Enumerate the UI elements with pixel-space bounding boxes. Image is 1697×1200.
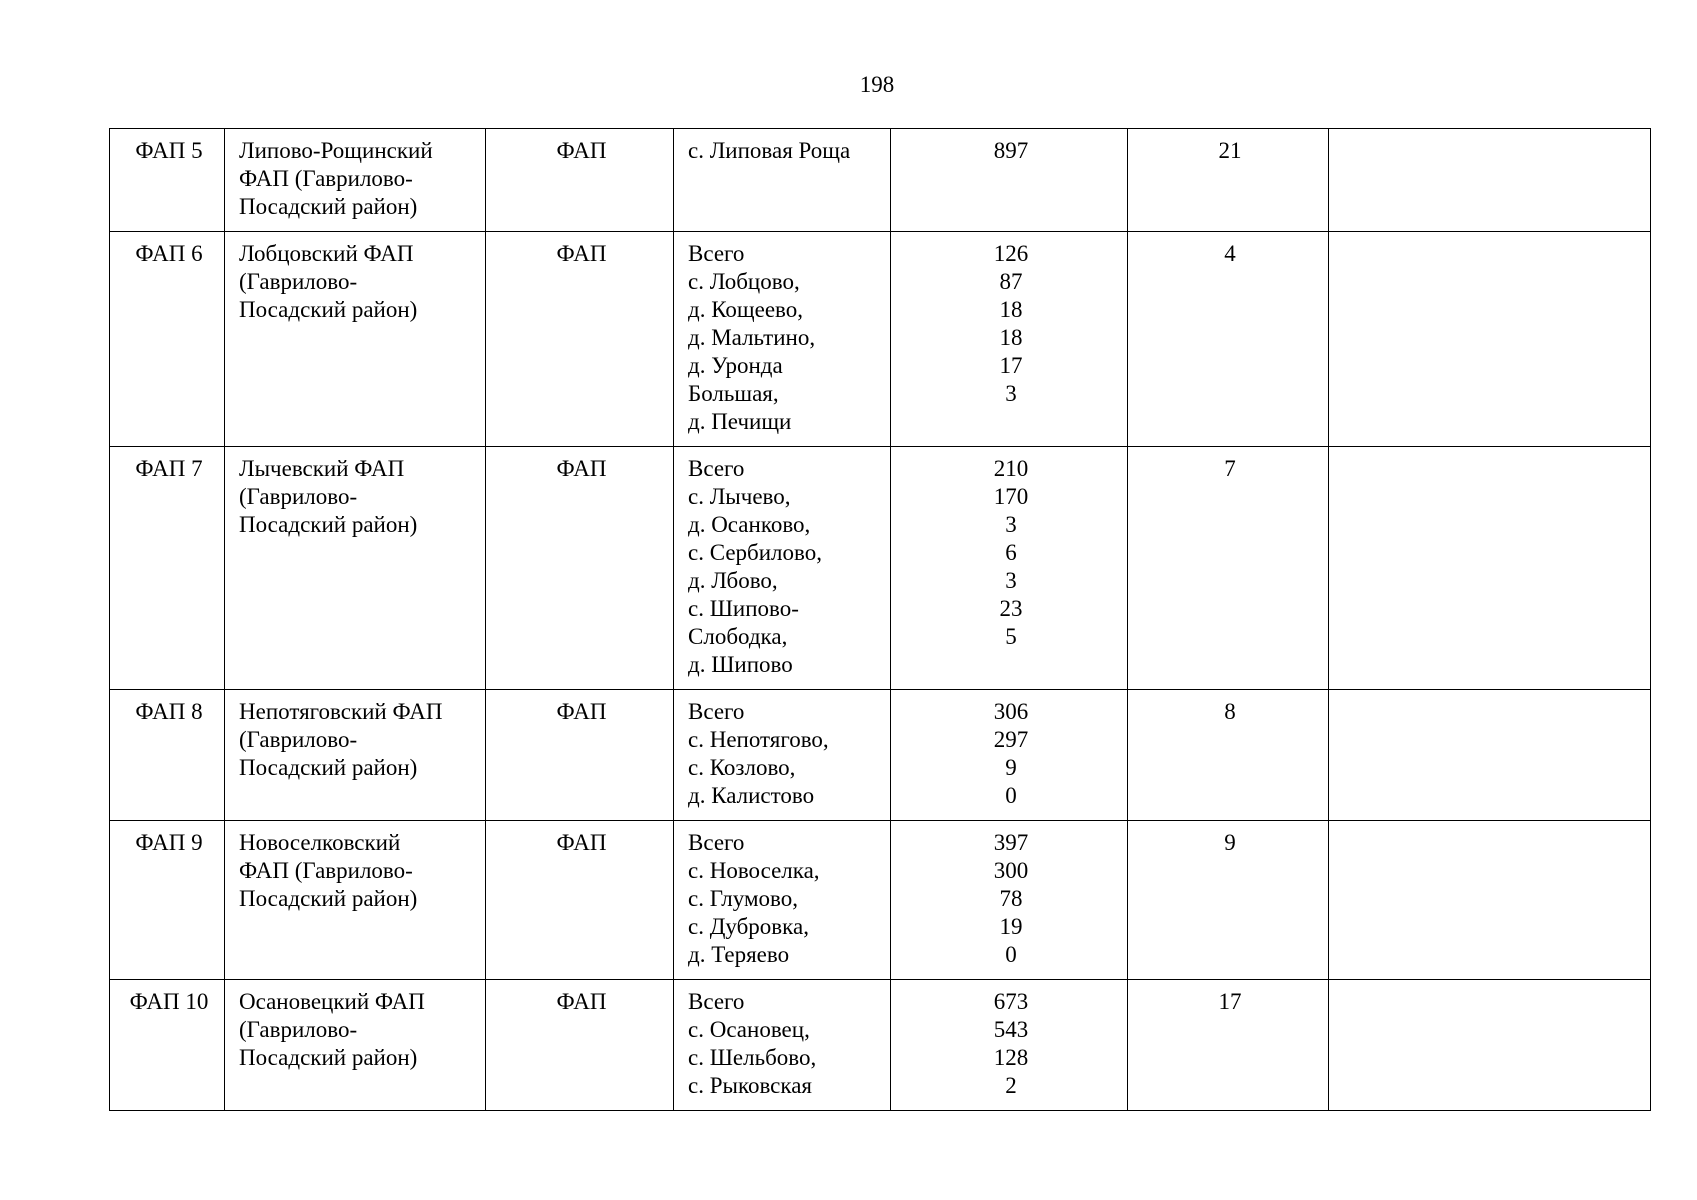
facility-name-cell: [225, 129, 486, 232]
population-value: 397: [993, 830, 1029, 855]
settlement-line: с. Шипово-: [688, 596, 799, 621]
settlement-line: д. Осанково,: [688, 512, 811, 537]
table-row: [110, 821, 1651, 980]
staff-value: 17: [1218, 989, 1242, 1014]
population-value: 897: [993, 138, 1029, 163]
facility-name-line: Посадский район): [239, 297, 418, 322]
population-value: 9: [1005, 755, 1017, 780]
facility-name-line: Посадский район): [239, 1045, 418, 1070]
population-value: 0: [1005, 783, 1017, 808]
staff-cell: [1128, 821, 1329, 980]
population-value: 18: [999, 325, 1023, 350]
settlements-cell: [674, 690, 891, 821]
population-value: 3: [1005, 381, 1017, 406]
population-value: 673: [993, 989, 1029, 1014]
settlement-line: д. Уронда: [688, 353, 783, 378]
facility-name-line: (Гаврилово-: [239, 269, 358, 294]
staff-cell: [1128, 232, 1329, 447]
settlement-line: с. Сербилово,: [688, 540, 822, 565]
facility-code: ФАП 7: [135, 456, 203, 481]
settlement-line: Слободка,: [688, 624, 788, 649]
facility-table: [109, 128, 1651, 1111]
population-value: 306: [993, 699, 1029, 724]
page-number: 198: [859, 72, 895, 97]
settlement-line: д. Мальтино,: [688, 325, 816, 350]
settlements-cell: [674, 447, 891, 690]
population-value: 126: [993, 241, 1029, 266]
population-value: 128: [993, 1045, 1029, 1070]
settlement-line: с. Лобцово,: [688, 269, 800, 294]
population-value: 19: [999, 914, 1023, 939]
facility-name-line: Непотяговский ФАП: [239, 699, 443, 724]
facility-name-cell: [225, 232, 486, 447]
population-cell: [891, 447, 1128, 690]
facility-code: ФАП 10: [129, 989, 209, 1014]
population-value: 6: [1005, 540, 1017, 565]
table-body: [110, 129, 1651, 1111]
facility-name-line: ФАП (Гаврилово-: [239, 858, 413, 883]
note-cell: [1329, 690, 1651, 821]
settlement-line: Всего: [688, 989, 745, 1014]
note-cell: [1329, 129, 1651, 232]
population-cell: [891, 821, 1128, 980]
settlement-line: Всего: [688, 699, 745, 724]
facility-name-line: Посадский район): [239, 755, 418, 780]
settlement-line: с. Дубровка,: [688, 914, 809, 939]
facility-name-line: (Гаврилово-: [239, 1017, 358, 1042]
population-value: 23: [999, 596, 1023, 621]
staff-value: 21: [1218, 138, 1242, 163]
population-value: 5: [1005, 624, 1017, 649]
settlement-line: д. Калистово: [688, 783, 815, 808]
settlement-line: Всего: [688, 456, 745, 481]
staff-cell: [1128, 447, 1329, 690]
population-value: 3: [1005, 568, 1017, 593]
settlements-cell: [674, 821, 891, 980]
population-value: 78: [999, 886, 1023, 911]
facility-type-cell: [486, 447, 674, 690]
note-cell: [1329, 980, 1651, 1111]
staff-cell: [1128, 690, 1329, 821]
facility-name-cell: [225, 447, 486, 690]
population-value: 300: [993, 858, 1029, 883]
staff-value: 7: [1224, 456, 1236, 481]
staff-cell: [1128, 129, 1329, 232]
table-row: [110, 690, 1651, 821]
table-row: [110, 129, 1651, 232]
note-cell: [1329, 447, 1651, 690]
note-cell: [1329, 821, 1651, 980]
settlement-line: с. Осановец,: [688, 1017, 810, 1042]
settlement-line: с. Лычево,: [688, 484, 791, 509]
facility-name-line: Липово-Рощинский: [239, 138, 433, 163]
facility-code: ФАП 6: [135, 241, 203, 266]
facility-code-cell: [110, 129, 225, 232]
population-value: 17: [999, 353, 1023, 378]
table-row: [110, 232, 1651, 447]
table-row: [110, 980, 1651, 1111]
population-cell: [891, 232, 1128, 447]
settlement-line: с. Непотягово,: [688, 727, 829, 752]
note-cell: [1329, 232, 1651, 447]
facility-name-line: Осановецкий ФАП: [239, 989, 425, 1014]
facility-type: ФАП: [556, 989, 607, 1014]
settlement-line: с. Глумово,: [688, 886, 798, 911]
facility-type-cell: [486, 980, 674, 1111]
facility-name-line: Лычевский ФАП: [239, 456, 405, 481]
population-value: 297: [993, 727, 1029, 752]
facility-type-cell: [486, 232, 674, 447]
settlement-line: с. Рыковская: [688, 1073, 813, 1098]
facility-type: ФАП: [556, 241, 607, 266]
staff-value: 9: [1224, 830, 1236, 855]
settlement-line: д. Печищи: [688, 409, 792, 434]
facility-name-cell: [225, 980, 486, 1111]
staff-value: 4: [1224, 241, 1236, 266]
facility-name-line: Посадский район): [239, 886, 418, 911]
facility-code-cell: [110, 821, 225, 980]
facility-name-cell: [225, 690, 486, 821]
settlement-line: д. Теряево: [688, 942, 790, 967]
facility-type: ФАП: [556, 830, 607, 855]
population-value: 2: [1005, 1073, 1017, 1098]
settlement-line: Всего: [688, 830, 745, 855]
facility-code-cell: [110, 690, 225, 821]
facility-type: ФАП: [556, 699, 607, 724]
population-cell: [891, 980, 1128, 1111]
staff-value: 8: [1224, 699, 1236, 724]
facility-name-line: (Гаврилово-: [239, 727, 358, 752]
facility-type-cell: [486, 129, 674, 232]
settlement-line: д. Шипово: [688, 652, 793, 677]
population-cell: [891, 129, 1128, 232]
population-value: 170: [993, 484, 1029, 509]
settlement-line: с. Шельбово,: [688, 1045, 817, 1070]
facility-name-line: (Гаврилово-: [239, 484, 358, 509]
population-value: 543: [993, 1017, 1029, 1042]
facility-type: ФАП: [556, 138, 607, 163]
settlement-line: Всего: [688, 241, 745, 266]
population-value: 210: [993, 456, 1029, 481]
facility-name-line: Лобцовский ФАП: [239, 241, 414, 266]
facility-type-cell: [486, 821, 674, 980]
population-value: 0: [1005, 942, 1017, 967]
population-value: 87: [999, 269, 1023, 294]
facility-type-cell: [486, 690, 674, 821]
facility-name-cell: [225, 821, 486, 980]
facility-name-line: Новоселковский: [239, 830, 401, 855]
settlements-cell: [674, 980, 891, 1111]
population-cell: [891, 690, 1128, 821]
facility-code-cell: [110, 447, 225, 690]
staff-cell: [1128, 980, 1329, 1111]
settlement-line: с. Липовая Роща: [688, 138, 851, 163]
settlements-cell: [674, 232, 891, 447]
facility-code: ФАП 9: [135, 830, 203, 855]
settlements-cell: [674, 129, 891, 232]
facility-code-cell: [110, 980, 225, 1111]
facility-name-line: Посадский район): [239, 194, 418, 219]
table-row: [110, 447, 1651, 690]
settlement-line: д. Кощеево,: [688, 297, 803, 322]
facility-type: ФАП: [556, 456, 607, 481]
settlement-line: с. Новоселка,: [688, 858, 820, 883]
facility-name-line: Посадский район): [239, 512, 418, 537]
settlement-line: д. Лбово,: [688, 568, 778, 593]
facility-code: ФАП 8: [135, 699, 203, 724]
facility-name-line: ФАП (Гаврилово-: [239, 166, 413, 191]
settlement-line: с. Козлово,: [688, 755, 796, 780]
settlement-line: Большая,: [688, 381, 779, 406]
population-value: 18: [999, 297, 1023, 322]
facility-code: ФАП 5: [135, 138, 203, 163]
facility-code-cell: [110, 232, 225, 447]
population-value: 3: [1005, 512, 1017, 537]
